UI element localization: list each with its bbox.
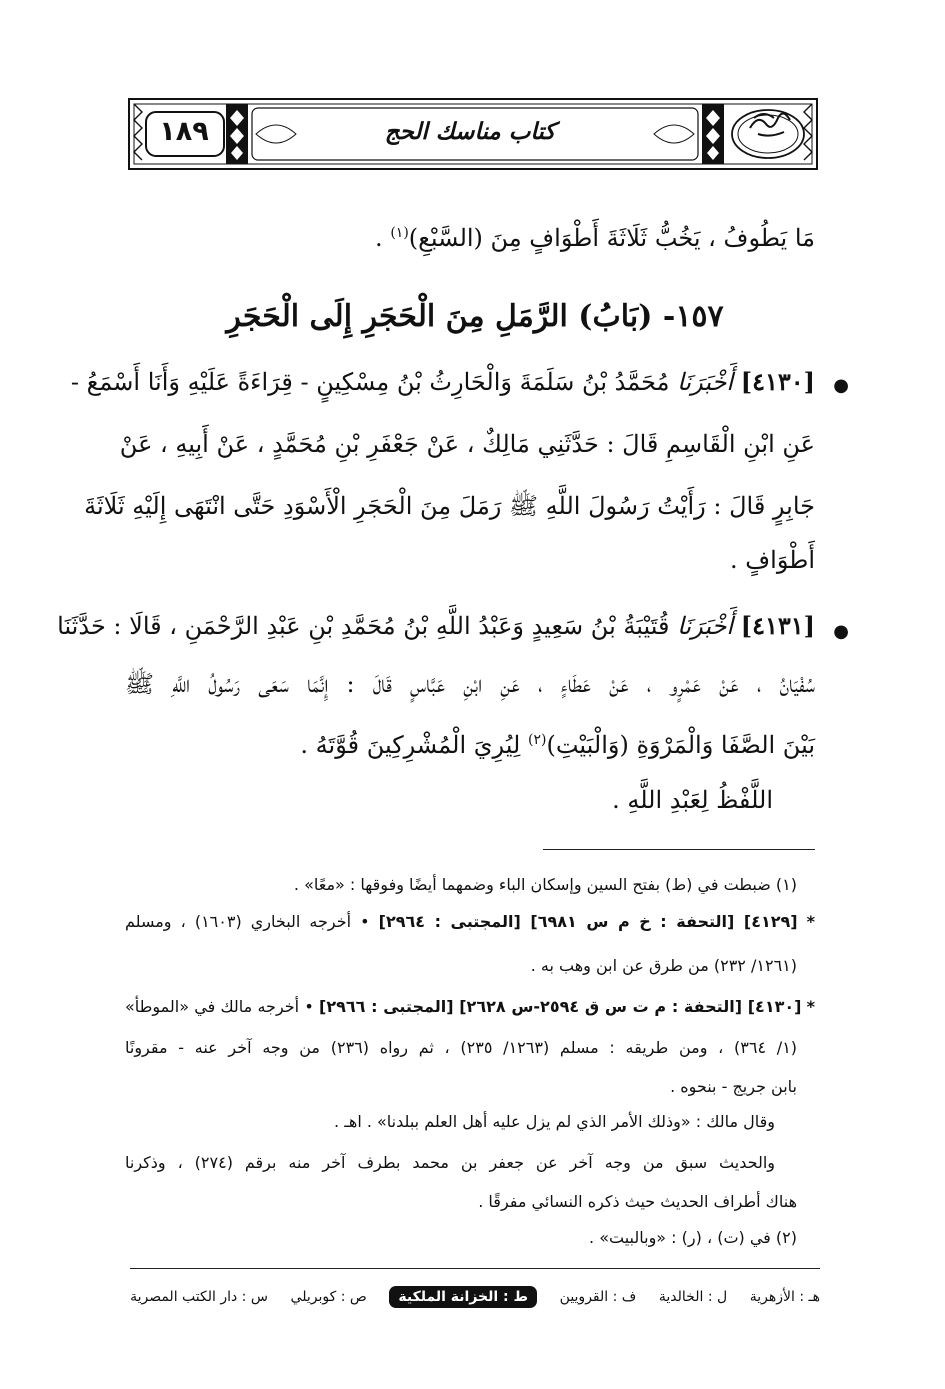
- note-references: [٤١٣٠] [التحفة : م ت س ق ٢٥٩٤-س ٢٦٢٨] [المجتبى : ٢٩٦٦]: [319, 997, 802, 1016]
- seal-calligraphy-logo: [736, 98, 806, 146]
- continuation-line: [125, 213, 815, 258]
- legend-item: ف : القرويين: [559, 1289, 637, 1305]
- lafz-note: اللَّفْظُ لِعَبْدِ اللَّهِ .: [612, 786, 773, 814]
- note-4129-line-2: (١٢٦١/ ٢٣٢) من طرق عن ابن وهب به .: [530, 956, 797, 975]
- hadith-text: مُحَمَّدُ بْنُ سَلَمَةَ وَالْحَارِثُ بْنُ مِسْكِينٍ - قِرَاءَةً عَلَيْهِ وَأَنَا أَسْمَعُ -: [70, 368, 670, 396]
- note-4129-line-1: [125, 907, 815, 937]
- book-title: كتاب مناسك الحج: [384, 118, 556, 145]
- footnote-2: (٢) في (ت) ، (ر) : «وبالبيت» .: [589, 1228, 797, 1247]
- note-4130-line-3: بابن جريج - بنحوه .: [670, 1077, 797, 1096]
- hadith-number: [٤١٣١]: [740, 611, 815, 640]
- manuscript-legend: [130, 1280, 820, 1314]
- period: .: [375, 224, 391, 252]
- legend-item: س : دار الكتب المصرية: [130, 1289, 268, 1305]
- page-number: ١٨٩: [159, 116, 209, 147]
- hadith-number: [٤١٣٠]: [740, 367, 815, 396]
- hadith-4130-line-4: أَطْوَافٍ .: [730, 546, 815, 574]
- legend-item-highlighted: ط : الخزانة الملكية: [389, 1286, 537, 1308]
- hadith-text-end: لِيُرِيَ الْمُشْرِكِينَ قُوَّتَهُ .: [300, 731, 521, 759]
- chapter-title: ١٥٧- (بَابُ) الرَّمَلِ مِنَ الْحَجَرِ إِلَى الْحَجَرِ: [226, 299, 724, 334]
- hadith-4131-line-2: سُفْيَانُ ، عَنْ عَمْرٍو ، عَنْ عَطَاءٍ ، عَنِ ابْنِ عَبَّاسٍ قَالَ : إِنَّمَا سَعَى رَسُولُ اللَّهِ ﷺ: [125, 670, 815, 698]
- hadith-4130-line-2: عَنِ ابْنِ الْقَاسِمِ قَالَ : حَدَّثَنِي مَالِكٌ ، عَنْ جَعْفَرِ بْنِ مُحَمَّدٍ ، عَنْ أَبِيهِ ، عَنْ: [119, 430, 815, 458]
- legend-item: ص : كوبريلي: [290, 1289, 367, 1305]
- footnote-1: (١) ضبطت في (ط) بفتح السين وإسكان الباء وضمهما أيضًا وفوقها : «معًا» .: [293, 875, 797, 894]
- akhbarana-label: أَخْبَرَنَا: [677, 612, 734, 640]
- note-references: [٤١٢٩] [التحفة : خ م س ٦٩٨١] [المجتبى : ٢٩٦٤]: [378, 912, 798, 931]
- page-header: [128, 98, 818, 170]
- hadith-text: قُتَيْبَةُ بْنُ سَعِيدٍ وَعَبْدُ اللَّهِ بْنُ مُحَمَّدِ بْنِ عَبْدِ الرَّحْمَنِ ، قَالَا : حَدَّثَنَا: [57, 612, 670, 640]
- hadith-text: بَيْنَ الصَّفَا وَالْمَرْوَةِ (وَالْبَيْتِ): [546, 731, 815, 759]
- akhbarana-label: أَخْبَرَنَا: [677, 368, 734, 396]
- hadith-4131-line-1: [57, 606, 815, 646]
- hadith-4131-line-3: [125, 720, 815, 765]
- legend-item: ل : الخالدية: [658, 1289, 728, 1305]
- footnote-ref-1: (١): [390, 225, 409, 241]
- star-marker: *: [806, 997, 816, 1016]
- footnote-separator: [543, 849, 815, 850]
- note-4130-line-1: [125, 992, 815, 1022]
- note-4130-line-5: والحديث سبق من وجه آخر عن جعفر بن محمد بطرف آخر منه برقم (٢٧٤) ، وذكرنا: [125, 1153, 775, 1172]
- footer-separator: [130, 1268, 820, 1269]
- note-4130-line-6: هناك أطراف الحديث حيث ذكره النسائي مفرقًا .: [478, 1192, 797, 1211]
- footnote-ref-2: (٢): [528, 732, 547, 748]
- bullet-icon: ●: [833, 375, 849, 396]
- note-4130-line-2: (١/ ٣٦٤) ، ومن طريقه : مسلم (١٢٦٣/ ٢٣٥) ، ثم رواه (٢٣٦) من وجه آخر عنه - مقرونًا: [125, 1038, 798, 1057]
- star-marker: *: [806, 912, 816, 931]
- hadith-4130-line-1: [70, 362, 815, 402]
- note-text: • أخرجه البخاري (١٦٠٣) ، ومسلم: [125, 912, 370, 931]
- legend-item: هـ : الأزهرية: [749, 1289, 820, 1305]
- bullet-icon: ●: [833, 621, 849, 642]
- note-4130-line-4: وقال مالك : «وذلك الأمر الذي لم يزل عليه أهل العلم ببلدنا» . اهـ .: [334, 1112, 775, 1131]
- continuation-text: مَا يَطُوفُ ، يَخُبُّ ثَلَاثَةَ أَطْوَافٍ مِنَ (السَّبْعِ): [408, 224, 815, 252]
- hadith-4130-line-3: جَابِرٍ قَالَ : رَأَيْتُ رَسُولَ اللَّهِ ﷺ رَمَلَ مِنَ الْحَجَرِ الْأَسْوَدِ حَتَّى انْتَهَى إِلَيْهِ ثَلَاثَةَ: [84, 492, 815, 520]
- note-text: • أخرجه مالك في «الموطأ»: [125, 997, 314, 1016]
